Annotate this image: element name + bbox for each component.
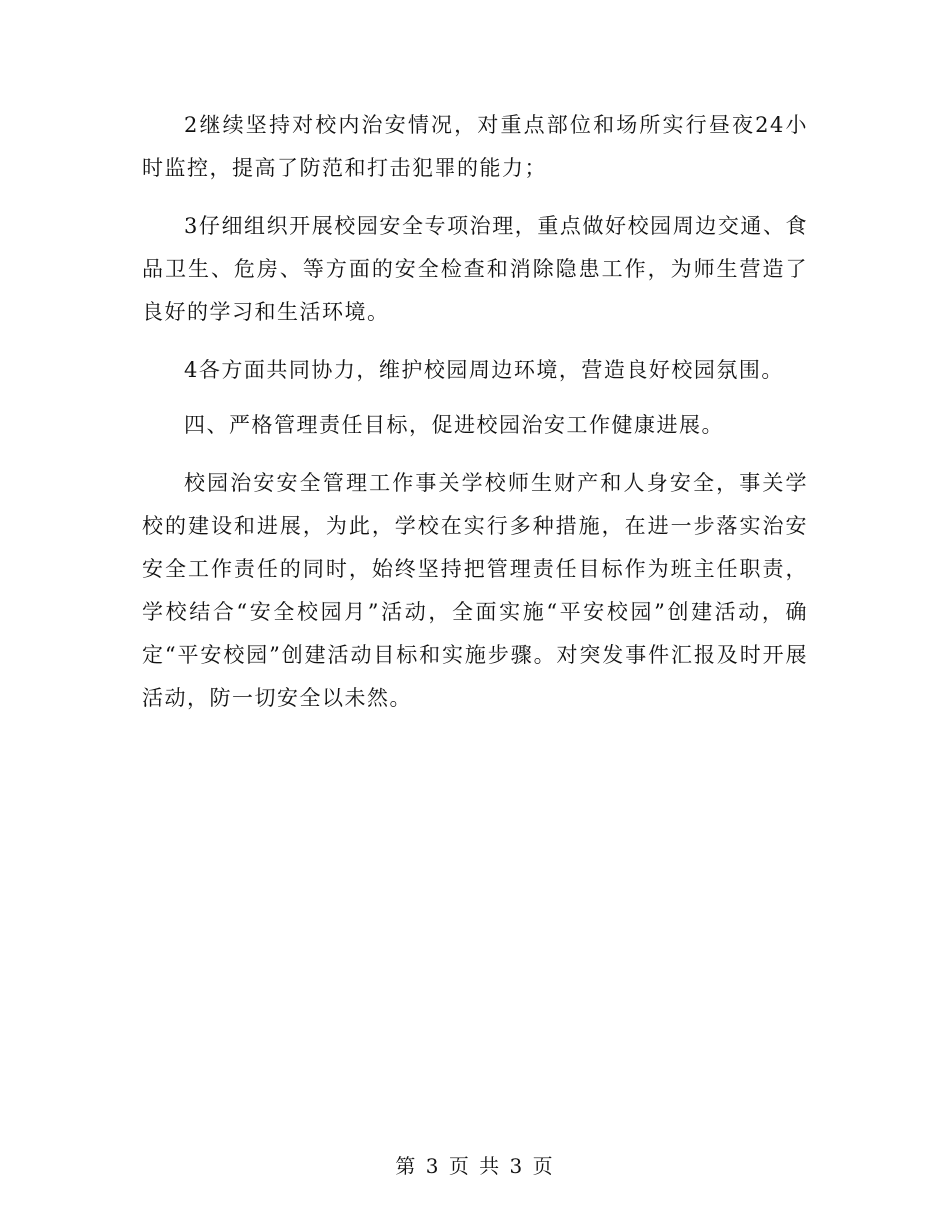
paragraph-item-4: 4各方面共同协力，维护校园周边环境，营造良好校园氛围。 — [184, 358, 784, 382]
section-heading-4: 四、严格管理责任目标，促进校园治安工作健康进展。 — [184, 413, 724, 437]
paragraph-item-3: 3仔细组织开展校园安全专项治理，重点做好校园周边交通、食品卫生、危房、等方面的安全检查和消除隐患工作，为师生营造了良好的学习和生活环境。 — [142, 214, 808, 324]
page-number-footer: 第 3 页 共 3 页 — [395, 1154, 555, 1178]
paragraph-section-4-body: 校园治安安全管理工作事关学校师生财产和人身安全，事关学校的建设和进展，为此，学校在实行多种措施，在进一步落实治安安全工作责任的同时，始终坚持把管理责任目标作为班主任职责，学校结合“安全校园月”活动，全面实施“平安校园”创建活动，确定“平安校园”创建活动目标和实施步骤。对突发事件汇报及时开展活动，防一切安全以未然。 — [142, 471, 808, 710]
paragraph-item-2: 2继续坚持对校内治安情况，对重点部位和场所实行昼夜24小时监控，提高了防范和打击犯罪的能力； — [142, 113, 808, 180]
document-body — [142, 104, 808, 720]
